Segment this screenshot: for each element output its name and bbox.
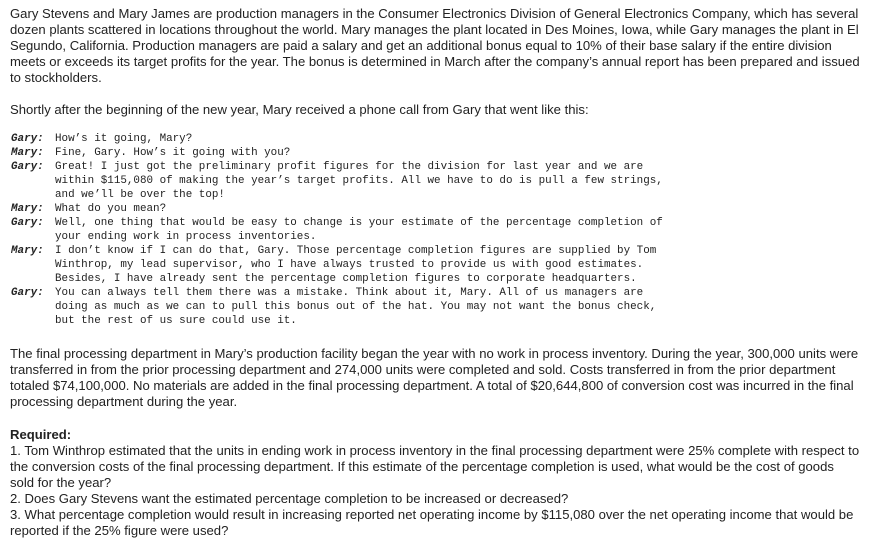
dialogue-speaker: Mary: [11,245,44,257]
dialogue-turn [11,202,860,216]
dialogue-text: You can always tell them there was a mistake. Think about it, Mary. All of us managers are doing as much as we can to pull this bonus out of the hat. You may not want the bonus check, but the rest of us sure could use it. [55,287,657,327]
dialogue-speaker: Gary: [11,217,44,229]
dialogue-turn [11,216,860,244]
dialogue-block [10,132,860,328]
required-item: 3. What percentage completion would result in increasing reported net operating income by $115,080 over the net operating income that would be reported if the 25% figure were used? [10,507,854,538]
dialogue-text: How’s it going, Mary? [55,133,193,145]
dialogue-text: Fine, Gary. How’s it going with you? [55,147,291,159]
dialogue-text: Well, one thing that would be easy to change is your estimate of the percentage completion of your ending work in process inventories. [55,217,663,243]
required-heading: Required: [10,427,72,442]
dialogue-turn [11,132,860,146]
dialogue-text: What do you mean? [55,203,167,215]
dialogue-turn [11,244,860,286]
dialogue-speaker: Gary: [11,133,44,145]
required-item: 1. Tom Winthrop estimated that the units in ending work in process inventory in the final processing department were 25% complete with respect to the conversion costs of the final processing department. If this estimate of the percentage completion is used, what would be the cost of goods sold for the year? [10,443,860,490]
required-section [10,427,860,539]
required-item: 2. Does Gary Stevens want the estimated percentage completion to be increased or decreased? [10,491,569,506]
facts-paragraph: The final processing department in Mary’s production facility began the year with no work in process inventory. During the year, 300,000 units were transferred in from the prior processing department and 274,000 units were completed and sold. Costs transferred in from the prior department totaled $74,100,000. No materials are added in the final processing department. A total of $20,644,800 of conversion cost was incurred in the final processing department during the year. [10,346,859,409]
dialogue-speaker: Gary: [11,161,44,173]
dialogue-turn [11,286,860,328]
dialogue-text: Great! I just got the preliminary profit figures for the division for last year and we are within $115,080 of making the year’s target profits. All we have to do is pull a few strings, and we’ll be over the top! [55,161,663,201]
dialogue-turn [11,160,860,202]
intro-paragraph: Gary Stevens and Mary James are production managers in the Consumer Electronics Division of General Electronics Company, which has several dozen plants scattered in locations throughout the world. Mary manages the plant located in Des Moines, Iowa, while Gary manages the plant in El Segundo, California. Production managers are paid a salary and get an additional bonus equal to 10% of their base salary if the entire division meets or exceeds its target profits for the year. The bonus is determined in March after the company’s annual report has been prepared and issued to stockholders. [10,6,860,85]
dialogue-speaker: Mary: [11,147,44,159]
lead-paragraph: Shortly after the beginning of the new year, Mary received a phone call from Gary that went like this: [10,102,589,117]
problem-document [10,6,860,539]
dialogue-text: I don’t know if I can do that, Gary. Those percentage completion figures are supplied by Tom Winthrop, my lead supervisor, who I have always trusted to provide us with good estimates. Besides, I have already sent the percentage completion figures to corporate headquarters. [55,245,657,285]
dialogue-speaker: Gary: [11,287,44,299]
dialogue-turn [11,146,860,160]
dialogue-speaker: Mary: [11,203,44,215]
